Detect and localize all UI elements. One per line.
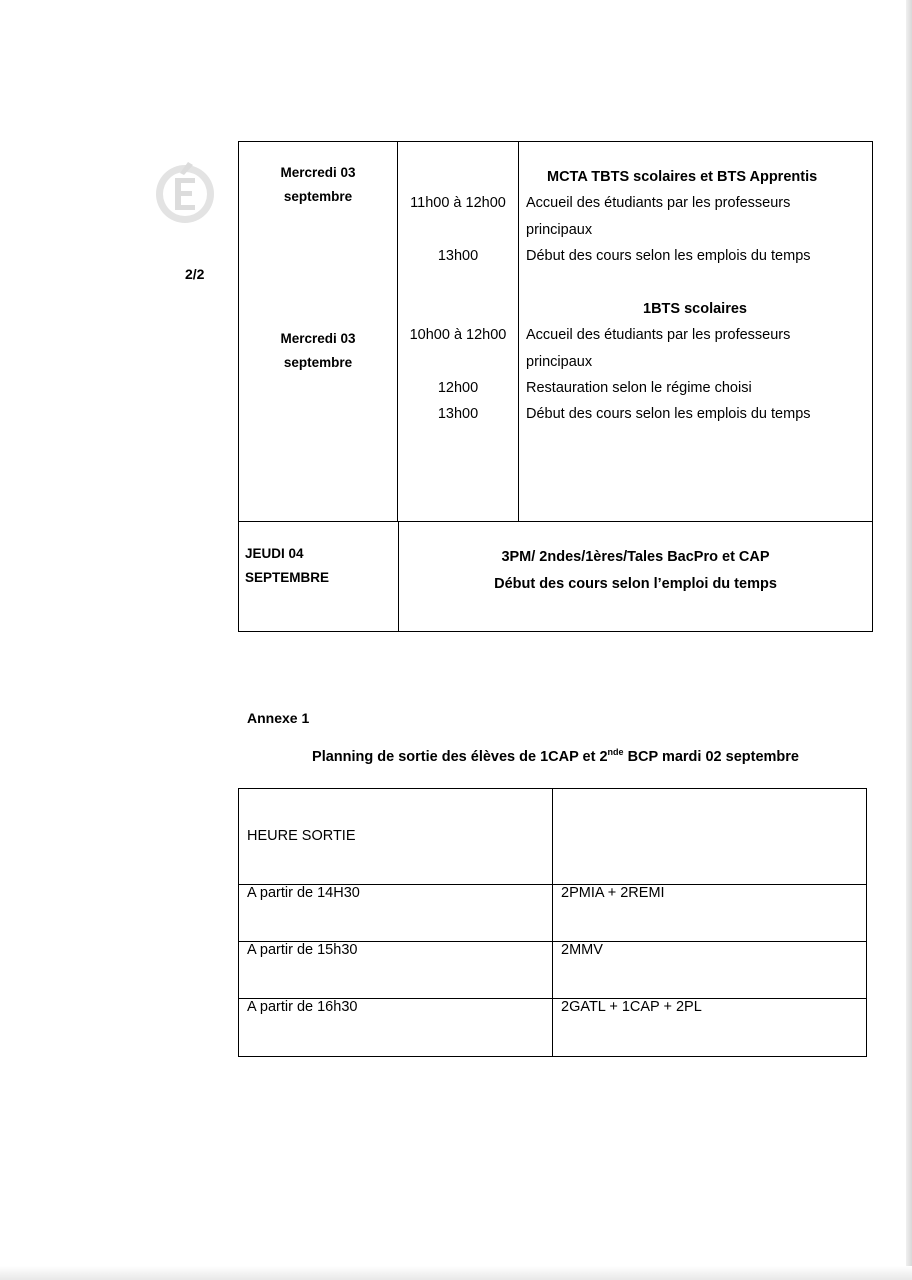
announcement-cell	[399, 544, 872, 598]
section-heading: 1BTS scolaires	[643, 301, 747, 317]
activity-text: principaux	[526, 222, 593, 238]
date-text: septembre	[283, 355, 353, 370]
annexe-title	[238, 747, 873, 765]
row-divider	[239, 521, 872, 522]
column-divider	[518, 142, 519, 522]
education-nationale-logo-icon	[153, 148, 217, 226]
activity-text: principaux	[526, 354, 593, 370]
date-text: JEUDI 04	[245, 546, 304, 561]
page-number: 2/2	[185, 266, 205, 282]
date-cell	[245, 542, 329, 590]
announcement-text: 3PM/ 2ndes/1ères/Tales BacPro et CAP	[501, 549, 770, 565]
date-cell	[239, 161, 397, 209]
column-divider	[552, 789, 553, 1056]
activity-text: Accueil des étudiants par les professeurs	[526, 327, 791, 343]
title-superscript: nde	[607, 747, 624, 757]
table-cell: 2PMIA + 2REMI	[561, 885, 665, 901]
title-text: BCP mardi 02 septembre	[623, 748, 799, 765]
table-header-cell: HEURE SORTIE	[247, 828, 356, 844]
page-bottom-shadow	[0, 1266, 912, 1280]
activity-text: Accueil des étudiants par les professeurs	[526, 195, 791, 211]
table-cell: A partir de 15h30	[247, 942, 358, 958]
time-cell: 12h00	[437, 380, 479, 396]
table-cell: A partir de 14H30	[247, 885, 360, 901]
table-cell: A partir de 16h30	[247, 999, 358, 1015]
time-cell: 10h00 à 12h00	[409, 327, 507, 343]
activity-text: Restauration selon le régime choisi	[526, 380, 752, 396]
table-cell: 2MMV	[561, 942, 603, 958]
schedule-table	[238, 141, 873, 632]
section-heading: MCTA TBTS scolaires et BTS Apprentis	[547, 169, 818, 185]
time-cell: 13h00	[437, 248, 479, 264]
date-text: septembre	[283, 189, 353, 204]
page-edge-shadow	[906, 0, 912, 1280]
title-text: Planning de sortie des élèves de 1CAP et 2	[312, 748, 608, 765]
activity-text: Début des cours selon les emplois du temps	[526, 248, 811, 264]
announcement-text: Début des cours selon l’emploi du temps	[494, 576, 777, 592]
time-cell: 11h00 à 12h00	[410, 195, 506, 211]
date-cell	[239, 327, 397, 375]
activity-text: Début des cours selon les emplois du temps	[526, 406, 811, 422]
table-cell: 2GATL + 1CAP + 2PL	[561, 999, 702, 1015]
time-cell: 13h00	[437, 406, 479, 422]
exit-schedule-table	[238, 788, 867, 1057]
date-text: Mercredi 03	[280, 165, 356, 180]
date-text: SEPTEMBRE	[245, 570, 330, 585]
annexe-label: Annexe 1	[247, 710, 310, 726]
date-text: Mercredi 03	[280, 331, 356, 346]
